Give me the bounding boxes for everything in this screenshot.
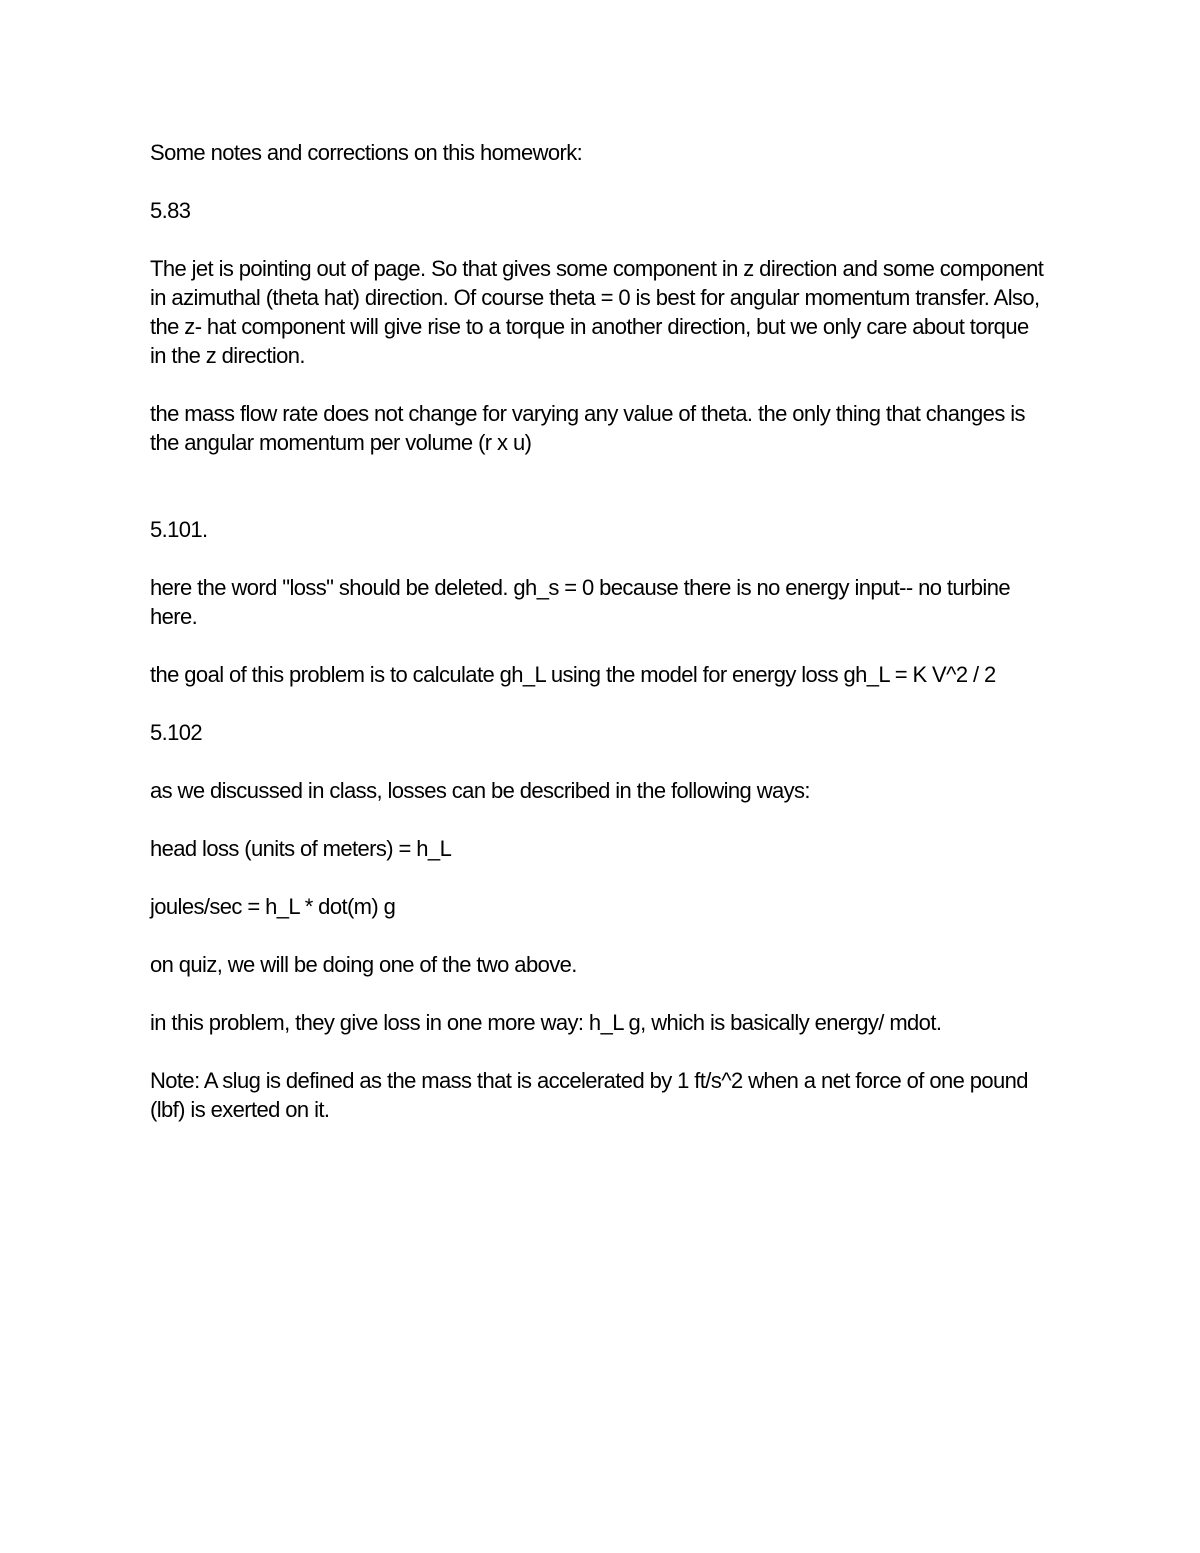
problem-5-102-paragraph: head loss (units of meters) = h_L — [150, 836, 452, 861]
problem-5-101-paragraph: the goal of this problem is to calculate gh_L using the model for energy loss gh_L = K V^2 / 2 — [150, 662, 996, 687]
problem-number-5-101: 5.101. — [150, 517, 208, 542]
problem-5-102-paragraph: joules/sec = h_L * dot(m) g — [150, 894, 396, 919]
problem-5-101-paragraph: here the word "loss" should be deleted. gh_s = 0 because there is no energy input-- no turbine here. — [150, 575, 1010, 629]
problem-number-5-102: 5.102 — [150, 720, 203, 745]
problem-5-102-paragraph: in this problem, they give loss in one more way: h_L g, which is basically energy/ mdot. — [150, 1010, 942, 1035]
problem-5-102-paragraph: on quiz, we will be doing one of the two above. — [150, 952, 577, 977]
problem-5-102-paragraph: as we discussed in class, losses can be described in the following ways: — [150, 778, 810, 803]
problem-5-83-paragraph: the mass flow rate does not change for varying any value of theta. the only thing that changes is the angular momentum per volume (r x u) — [150, 401, 1025, 455]
intro-text: Some notes and corrections on this homework: — [150, 140, 583, 165]
slug-note: Note: A slug is defined as the mass that is accelerated by 1 ft/s^2 when a net force of one pound (lbf) is exerted on it. — [150, 1068, 1028, 1122]
section-spacer — [150, 486, 1050, 515]
problem-5-83-paragraph: The jet is pointing out of page. So that gives some component in z direction and some component in azimuthal (theta hat) direction. Of course theta = 0 is best for angular momentum transfer. Also, the z- hat component will give rise to a torque in another direction, but we only care about torque in the z direction. — [150, 256, 1044, 368]
document-body — [150, 138, 1050, 1124]
problem-number-5-83: 5.83 — [150, 198, 191, 223]
